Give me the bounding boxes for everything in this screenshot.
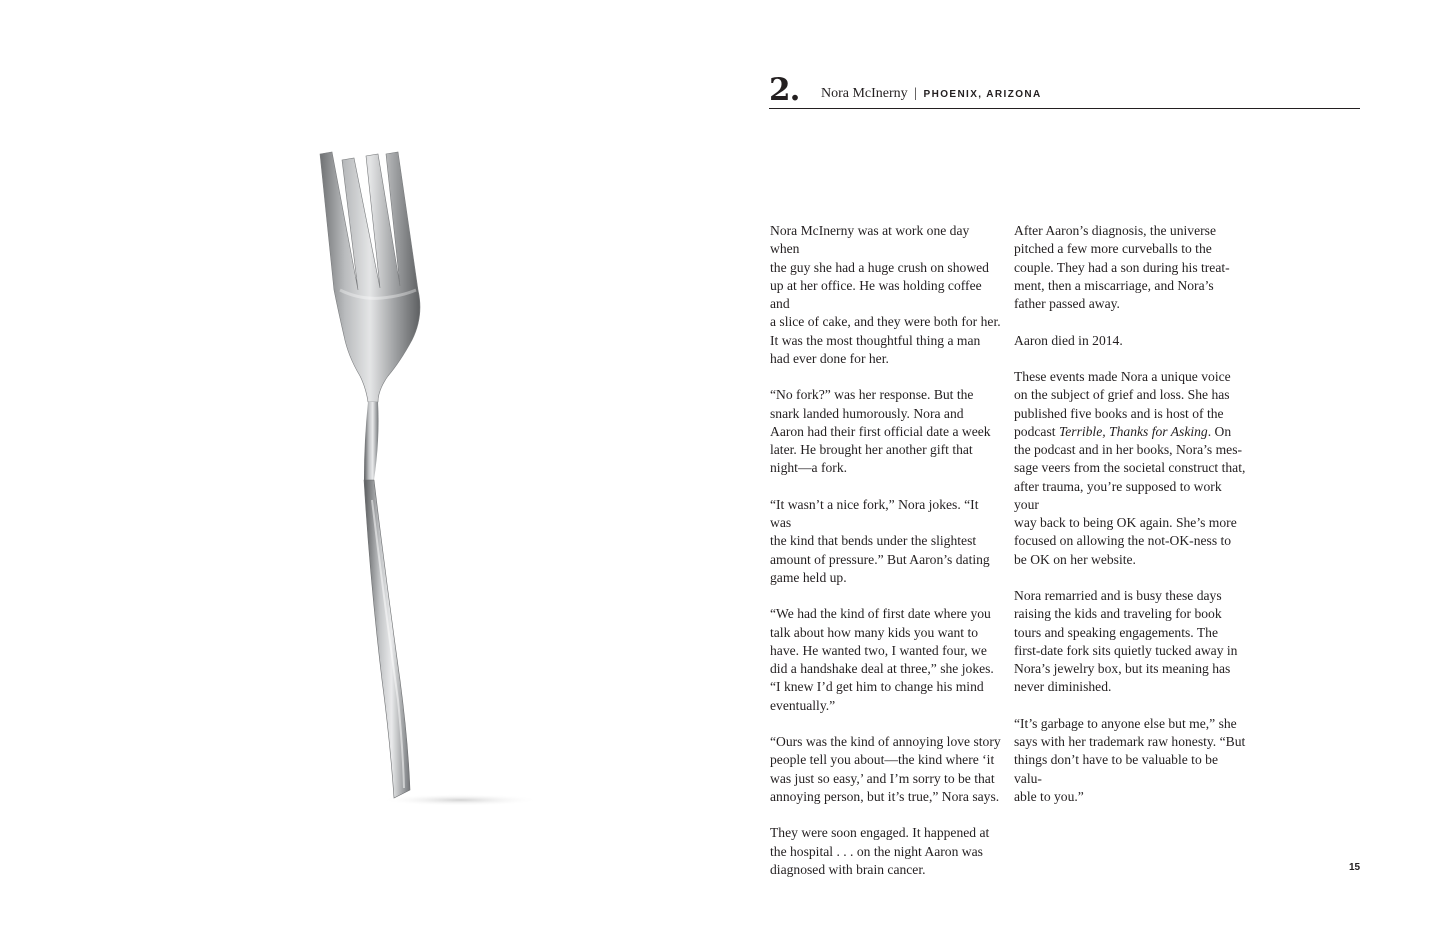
location-label: PHOENIX, ARIZONA	[923, 89, 1042, 100]
paragraph: “It’s garbage to anyone else but me,” she says with her trademark raw honesty. “But things don’t have to be valuable to be valu- able to you.”	[1014, 715, 1246, 804]
podcast-title: Terrible, Thanks for Asking	[1058, 423, 1208, 439]
paragraph: Nora remarried and is busy these days raising the kids and traveling for book tours and speaking engagements. The first-date fork sits quietly tucked away in Nora’s jewelry box, but its meaning has never diminished.	[1014, 588, 1238, 695]
paragraph: “Ours was the kind of annoying love story people tell you about—the kind where ‘it was just so easy,’ and I’m sorry to be that annoying person, but it’s true,” Nora says.	[770, 734, 1001, 804]
fork-photo	[300, 140, 540, 820]
paragraph: After Aaron’s diagnosis, the universe pitched a few more curveballs to the couple. They had a son during his treat- ment, then a miscarriage, and Nora’s father passed away.	[1014, 223, 1230, 311]
paragraph	[1014, 368, 1246, 569]
person-name: Nora McInerny	[821, 86, 908, 101]
paragraph: “No fork?” was her response. But the snark landed humorously. Nora and Aaron had their first official date a week later. He brought her another gift that night—a fork.	[770, 387, 991, 476]
text-run: These events made Nora a unique voice on the subject of grief and loss. She has published five books and is host of the podcast	[1014, 369, 1231, 439]
left-text-column	[770, 222, 1002, 879]
paragraph: “It wasn’t a nice fork,” Nora jokes. “It was the kind that bends under the slightest amount of pressure.” But Aaron’s dating game held up.	[770, 496, 990, 585]
page-number: 15	[1349, 862, 1361, 873]
fork-illustration	[300, 140, 540, 820]
chapter-number: 2.	[769, 72, 800, 108]
text-run: . On the podcast and in her books, Nora’s mes- sage veers from the societal construct that, after trauma, you’re supposed to work your way back to being OK again. She’s more focused on allowing the not-OK-ness to be OK on her website.	[1014, 423, 1246, 567]
paragraph: Aaron died in 2014.	[1014, 332, 1123, 348]
byline-separator: |	[914, 86, 917, 101]
paragraph: Nora McInerny was at work one day when the guy she had a huge crush on showed up at her office. He was holding coffee and a slice of cake, and they were both for her. It was the most thoughtful thing a man had ever done for her.	[770, 223, 1001, 366]
paragraph: They were soon engaged. It happened at the hospital . . . on the night Aaron was diagnosed with brain cancer.	[770, 825, 990, 877]
byline	[821, 86, 1042, 103]
chapter-header	[769, 72, 1360, 109]
paragraph: “We had the kind of first date where you talk about how many kids you want to have. He wanted two, I wanted four, we did a handshake deal at three,” she jokes. “I knew I’d get him to change his mind eventually.”	[770, 606, 994, 713]
right-text-column	[1014, 222, 1246, 806]
